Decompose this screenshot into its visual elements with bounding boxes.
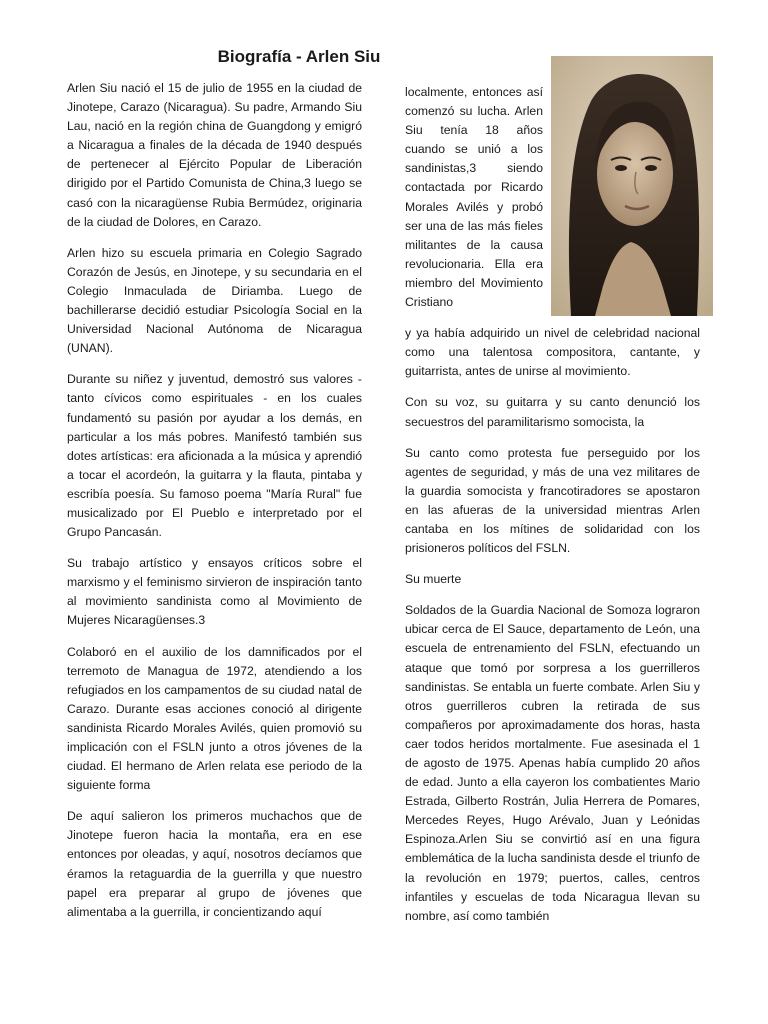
paragraph-artistic-work: Su trabajo artístico y ensayos críticos sobre el marxismo y el feminismo sirvieron de inspiración tanto al movimiento sandinista como al Movimiento de Mujeres Nicaragüenses.3 bbox=[67, 556, 362, 628]
paragraph-protest-song: Su canto como protesta fue perseguido por los agentes de seguridad, y más de una vez militares de la guardia somocista y francotiradores se apostaron en las afueras de la universidad mientras Arlen cantaba en los mítines de solidaridad con los prisioneros políticos del FSLN. bbox=[405, 445, 700, 556]
paragraph-joining-sandinistas: localmente, entonces así comenzó su lucha. Arlen Siu tenía 18 años cuando se unió a los sandinistas,3 siendo contactada por Ricardo Morales Avilés y probó ser una de las más fieles militantes de la causa revolucionaria. Ella era miembro del Movimiento Cristiano bbox=[405, 85, 543, 310]
left-column bbox=[67, 79, 362, 934]
paragraph-youth: Durante su niñez y juventud, demostró sus valores - tanto cívicos como espirituales - en los cuales fundamentó su pasión por ayudar a los demás, en particular a los más pobres. Manifestó también sus dotes artísticas: era aficionada a la música y aprendió a tocar el acordeón, la guitarra y la flauta, pintaba y escribía poesía. Su famoso poema "María Rural" fue musicalizado por El Pueblo e interpretado por el Grupo Pancasán. bbox=[67, 372, 362, 540]
paragraph-education: Arlen hizo su escuela primaria en Colegio Sagrado Corazón de Jesús, en Jinotepe, y su secundaria en el Colegio Inmaculada de Diriamba. Luego de bachillerarse decidió estudiar Psicología Social en la Universidad Nacional Autónoma de Nicaragua (UNAN). bbox=[67, 245, 362, 356]
page-title: Biografía - Arlen Siu bbox=[217, 47, 381, 66]
section-heading-death: Su muerte bbox=[405, 572, 462, 587]
paragraph-voice-denounced: Con su voz, su guitarra y su canto denunció los secuestros del paramilitarismo somocista, la bbox=[405, 395, 700, 429]
paragraph-brother-quote: De aquí salieron los primeros muchachos que de Jinotepe fueron hacia la montaña, era en ese entonces por oleadas, y aquí, nosotros decíamos que éramos la retaguardia de la guerrilla y que nuestro papel era preparar al grupo de jóvenes que alimentaba a la guerrilla, ir concientizando aquí bbox=[67, 809, 362, 919]
paragraph-death: Soldados de la Guardia Nacional de Somoza lograron ubicar cerca de El Sauce, departamento de León, una escuela de entrenamiento del FSLN, efectuando un ataque que tomó por sorpresa a los guerrilleros sandinistas. Se entabla un fuerte combate. Arlen Siu y otros guerrilleros cubren la retirada de sus compañeros por aproximadamente dos horas, hasta caer todos heridos mortalmente. Fue asesinada el 1 de agosto de 1975. Apenas había cumplido 20 años de edad. Junto a ella cayeron los combatientes Mario Estrada, Gilberto Rostrán, Julia Herrera de Pomares, Mercedes Reyes, Hugo Arévalo, Juan y Leónidas Espinoza.Arlen Siu se convirtió así en una figura emblemática de la lucha sandinista desde el triunfo de la revolución en 1979; puertos, calles, centros infantiles y escuelas de toda Nicaragua llevan su nombre, así como también bbox=[405, 603, 700, 923]
paragraph-celebrity: y ya había adquirido un nivel de celebridad nacional como una talentosa compositora, cantante, y guitarrista, antes de unirse al movimiento. bbox=[405, 326, 700, 379]
right-column bbox=[405, 83, 700, 938]
paragraph-birth: Arlen Siu nació el 15 de julio de 1955 en la ciudad de Jinotepe, Carazo (Nicaragua). Su padre, Armando Siu Lau, nació en la región china de Guangdong y emigró a Nicaragua a finales de la década de 1940 después de pertenecer al Ejército Popular de Liberación dirigido por el Partido Comunista de China,3 luego se casó con la nicaragüense Rubia Bermúdez, originaria de la ciudad de Dolores, en Carazo. bbox=[67, 81, 362, 229]
paragraph-earthquake-relief: Colaboró en el auxilio de los damnificados por el terremoto de Managua de 1972, atendiendo a los refugiados en los campamentos de su ciudad natal de Carazo. Durante esas acciones conoció al dirigente sandinista Ricardo Morales Avilés, quien promovió su implicación con el FSLN junto a otros jóvenes de la ciudad. El hermano de Arlen relata ese periodo de la siguiente forma bbox=[67, 644, 362, 793]
